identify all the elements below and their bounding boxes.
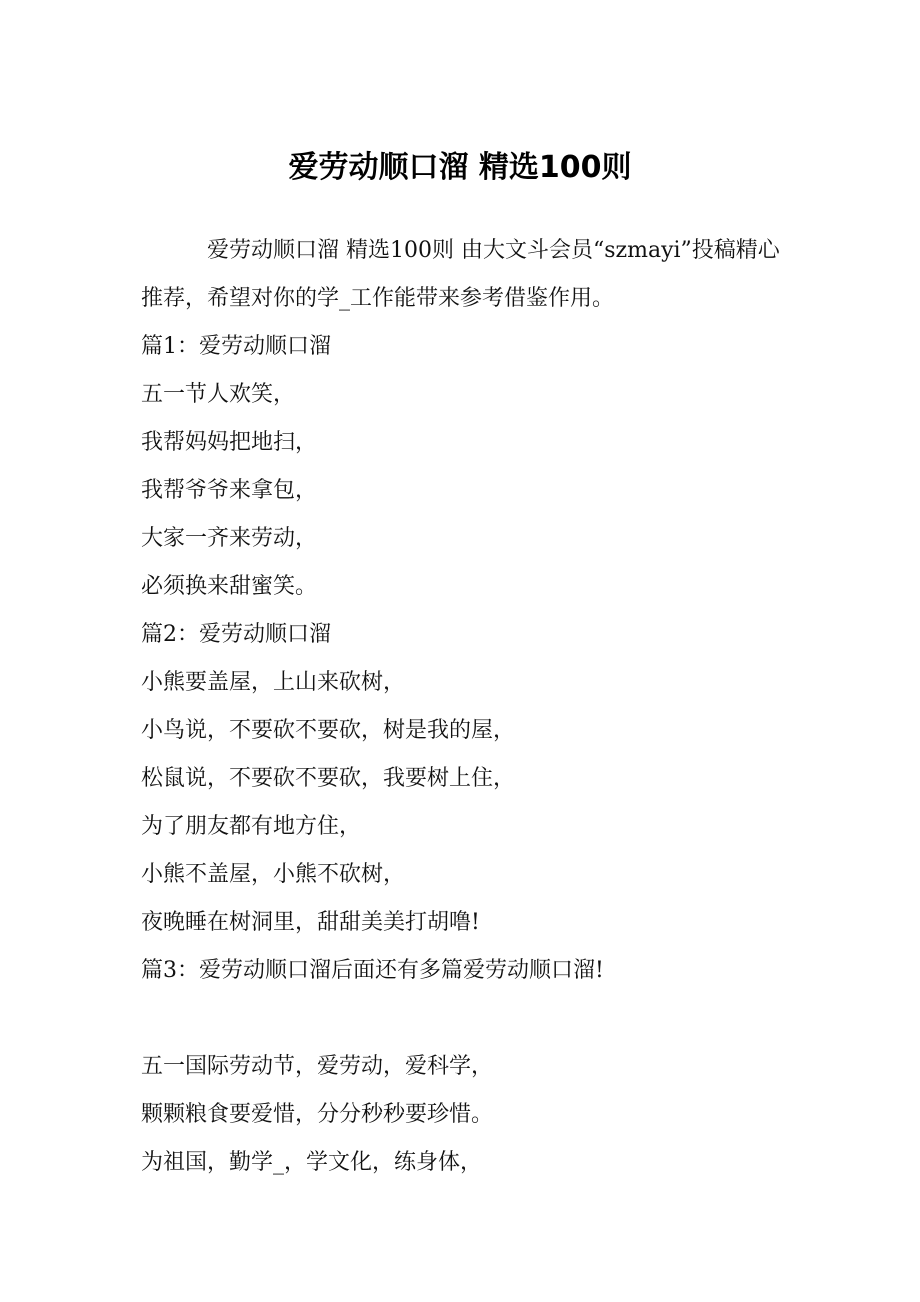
text-line: 我帮爷爷来拿包， <box>141 478 318 503</box>
blank-line <box>141 995 801 1043</box>
text-line: 松鼠说，不要砍不要砍，我要树上住， <box>141 766 516 791</box>
body-lines <box>141 323 801 1187</box>
text-line: 篇3：爱劳动顺口溜后面还有多篇爱劳动顺口溜! <box>141 958 604 983</box>
text-line: 五一节人欢笑， <box>141 382 296 407</box>
intro-paragraph <box>141 227 801 323</box>
text-line: 大家一齐来劳动， <box>141 526 318 551</box>
text-line: 小鸟说，不要砍不要砍，树是我的屋， <box>141 718 516 743</box>
document-title: 爱劳动顺口溜 精选100则 <box>288 150 632 185</box>
text-line: 颗颗粮食要爱惜，分分秒秒要珍惜。 <box>141 1102 494 1127</box>
text-line: 篇1：爱劳动顺口溜 <box>141 334 331 359</box>
text-line: 为了朋友都有地方住， <box>141 814 362 839</box>
text-line: 我帮妈妈把地扫， <box>141 430 318 455</box>
text-line: 小熊要盖屋，上山来砍树， <box>141 670 406 695</box>
text-line: 夜晚睡在树洞里，甜甜美美打胡噜! <box>141 910 480 935</box>
intro-text: 爱劳动顺口溜 精选100则 由大文斗会员“szmayi”投稿精心推荐，希望对你的学_工作能带来参考借鉴作用。 <box>141 238 780 311</box>
text-line: 五一国际劳动节，爱劳动，爱科学， <box>141 1054 494 1079</box>
text-line: 必须换来甜蜜笑。 <box>141 574 318 599</box>
text-line: 篇2：爱劳动顺口溜 <box>141 622 331 647</box>
text-line: 为祖国，勤学_，学文化，练身体， <box>141 1150 483 1175</box>
text-line: 小熊不盖屋，小熊不砍树， <box>141 862 406 887</box>
